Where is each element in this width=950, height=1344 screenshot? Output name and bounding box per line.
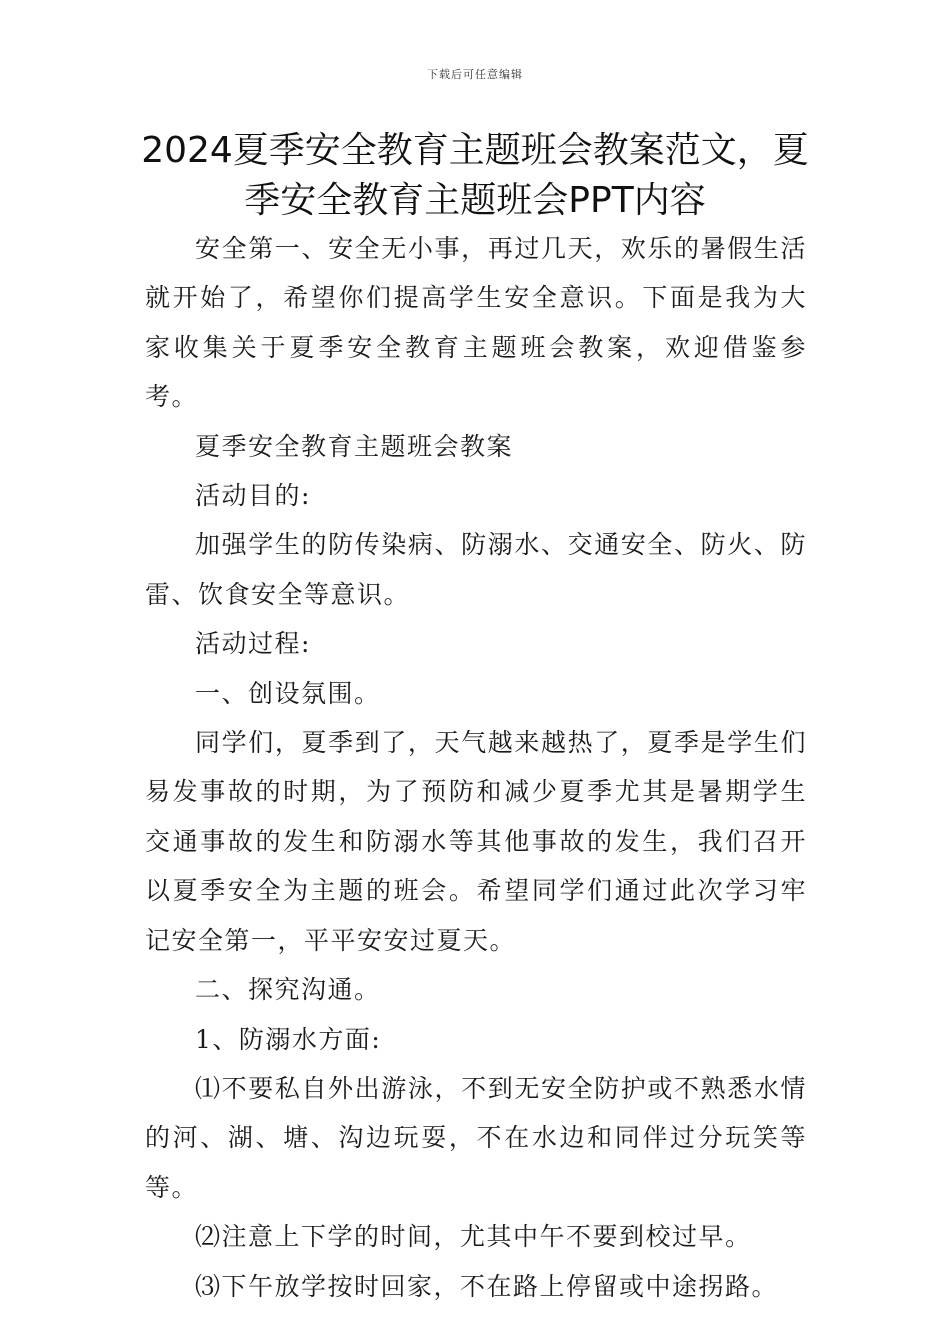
list-item-1: ⑴不要私自外出游泳，不到无安全防护或不熟悉水情的河、湖、塘、沟边玩耍，不在水边和同伴过分玩笑等等。	[145, 1073, 807, 1202]
document-title	[100, 126, 850, 226]
section-heading-process: 活动过程:	[195, 629, 311, 659]
section-heading-objective: 活动目的:	[195, 481, 311, 511]
list-item-3: ⑶下午放学按时回家，不在路上停留或中途拐路。	[195, 1271, 779, 1301]
subheading-drowning-prevention: 1、防溺水方面:	[195, 1024, 382, 1054]
section-heading-lesson-plan: 夏季安全教育主题班会教案	[195, 431, 514, 461]
atmosphere-paragraph: 同学们，夏季到了，天气越来越热了，夏季是学生们易发事故的时期，为了预防和减少夏季尤其是暑期学生交通事故的发生和防溺水等其他事故的发生，我们召开以夏季安全为主题的班会。希望同学们通过此次学习牢记安全第一，平平安安过夏天。	[145, 728, 807, 955]
document-title-line-1: 2024夏季安全教育主题班会教案范文，夏	[141, 130, 809, 171]
page-header-note: 下载后可任意编辑	[427, 68, 523, 81]
objective-paragraph: 加强学生的防传染病、防溺水、交通安全、防火、防雷、饮食安全等意识。	[145, 530, 807, 609]
document-title-line-2: 季安全教育主题班会PPT内容	[244, 180, 706, 221]
step-heading-atmosphere: 一、创设氛围。	[195, 678, 381, 708]
list-item-2: ⑵注意上下学的时间，尤其中午不要到校过早。	[195, 1222, 752, 1252]
document-body	[145, 224, 807, 1311]
intro-paragraph: 安全第一、安全无小事，再过几天，欢乐的暑假生活就开始了，希望你们提高学生安全意识。下面是我为大家收集关于夏季安全教育主题班会教案，欢迎借鉴参考。	[145, 234, 807, 412]
step-heading-discussion: 二、探究沟通。	[195, 975, 381, 1005]
